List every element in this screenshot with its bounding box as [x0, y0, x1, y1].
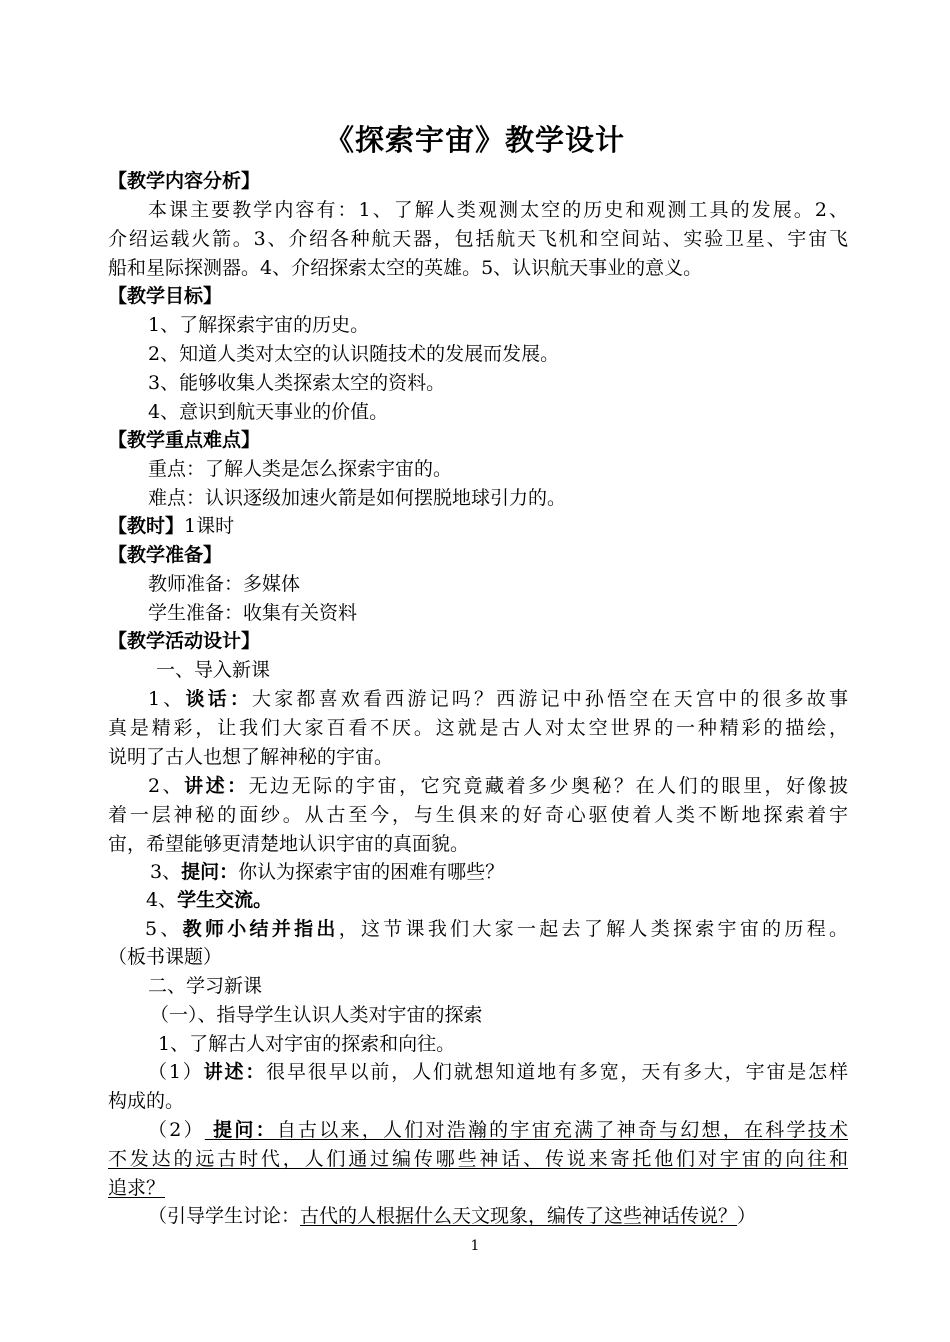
paragraph-line: 不发达的远古时代，人们通过编传哪些神话、传说来寄托他们对宇宙的向往和 — [108, 1148, 848, 1170]
heading-hours: 【教时】 — [108, 515, 185, 537]
paragraph-line: 构成的。 — [108, 1090, 185, 1112]
heading-key-points: 【教学重点难点】 — [108, 429, 261, 451]
paragraph-line: 4、学生交流。 — [146, 889, 273, 911]
heading-goals: 【教学目标】 — [108, 285, 223, 307]
label-narrate-2: 讲述： — [203, 1061, 267, 1083]
part2-title: 二、学习新课 — [148, 975, 263, 997]
label-question: 提问： — [181, 861, 239, 883]
document-title: 《探索宇宙》教学设计 — [324, 123, 625, 157]
paragraph-line: 介绍运载火箭。3、介绍各种航天器，包括航天飞机和空间站、实验卫星、宇宙飞 — [108, 228, 848, 250]
hours-value: 1课时 — [184, 515, 235, 537]
goal-item: 3、能够收集人类探索太空的资料。 — [148, 372, 446, 394]
prep-teacher: 教师准备：多媒体 — [148, 573, 301, 595]
label-student-exchange: 学生交流。 — [177, 889, 273, 911]
goal-item: 4、意识到航天事业的价值。 — [148, 401, 389, 423]
paragraph-line: （板书课题） — [108, 946, 223, 968]
sub1-item: 1、了解古人对宇宙的探索和向往。 — [158, 1033, 456, 1055]
goal-item: 2、知道人类对太空的认识随技术的发展而发展。 — [148, 343, 560, 365]
label-summary: 教师小结并指出 — [182, 918, 339, 940]
paragraph-line: 本课主要教学内容有：1、了解人类观测太空的历史和观测工具的发展。2、 — [148, 199, 848, 221]
hours-line — [108, 512, 848, 540]
key-focus: 重点：了解人类是怎么探索宇宙的。 — [148, 458, 453, 480]
paragraph-line: （引导学生讨论：古代的人根据什么天文现象，编传了这些神话传说？） — [148, 1205, 757, 1227]
heading-prep: 【教学准备】 — [108, 544, 223, 566]
label-talk: 谈话： — [185, 688, 253, 710]
paragraph-line: 2、讲述：无边无际的宇宙，它究竟藏着多少奥秘？在人们的眼里，好像披 — [148, 775, 848, 797]
paragraph-line: 着一层神秘的面纱。从古至今，与生俱来的好奇心驱使着人类不断地探索着宇 — [108, 804, 848, 826]
goal-item: 1、了解探索宇宙的历史。 — [148, 314, 370, 336]
heading-activity: 【教学活动设计】 — [108, 630, 261, 652]
paragraph-line: 宙，希望能够更清楚地认识宇宙的真面貌。 — [108, 833, 470, 855]
paragraph-line: 真是精彩，让我们大家百看不厌。这就是古人对太空世界的一种精彩的描绘， — [108, 717, 848, 739]
guide-question: 古代的人根据什么天文现象，编传了这些神话传说？ — [300, 1205, 738, 1227]
part1-title: 一、导入新课 — [156, 659, 271, 681]
paragraph-line: 船和星际探测器。4、介绍探索太空的英雄。5、认识航天事业的意义。 — [108, 257, 703, 279]
label-narrate: 讲述： — [184, 775, 249, 797]
paragraph-line: （1）讲述：很早很早以前，人们就想知道地有多宽，天有多大，宇宙是怎样 — [148, 1061, 848, 1083]
prep-student: 学生准备：收集有关资料 — [148, 602, 358, 624]
heading-content-analysis: 【教学内容分析】 — [108, 170, 261, 192]
paragraph-line: （2） 提问：自古以来，人们对浩瀚的宇宙充满了神奇与幻想，在科学技术 — [148, 1119, 848, 1141]
paragraph-line: 1、谈话：大家都喜欢看西游记吗？西游记中孙悟空在天宫中的很多故事 — [148, 688, 848, 710]
paragraph-line: 5、教师小结并指出，这节课我们大家一起去了解人类探索宇宙的历程。 — [145, 918, 848, 940]
paragraph-line: 说明了古人也想了解神秘的宇宙。 — [108, 746, 394, 768]
paragraph-line: 追求？ — [108, 1177, 166, 1199]
key-difficulty: 难点：认识逐级加速火箭是如何摆脱地球引力的。 — [148, 487, 567, 509]
sub1-title: （一）、指导学生认识人类对宇宙的探索 — [150, 1004, 483, 1026]
paragraph-line: 3、提问：你认为探索宇宙的困难有哪些？ — [150, 861, 505, 883]
page-number: 1 — [470, 1238, 480, 1254]
label-question-2: 提问： — [213, 1119, 277, 1141]
